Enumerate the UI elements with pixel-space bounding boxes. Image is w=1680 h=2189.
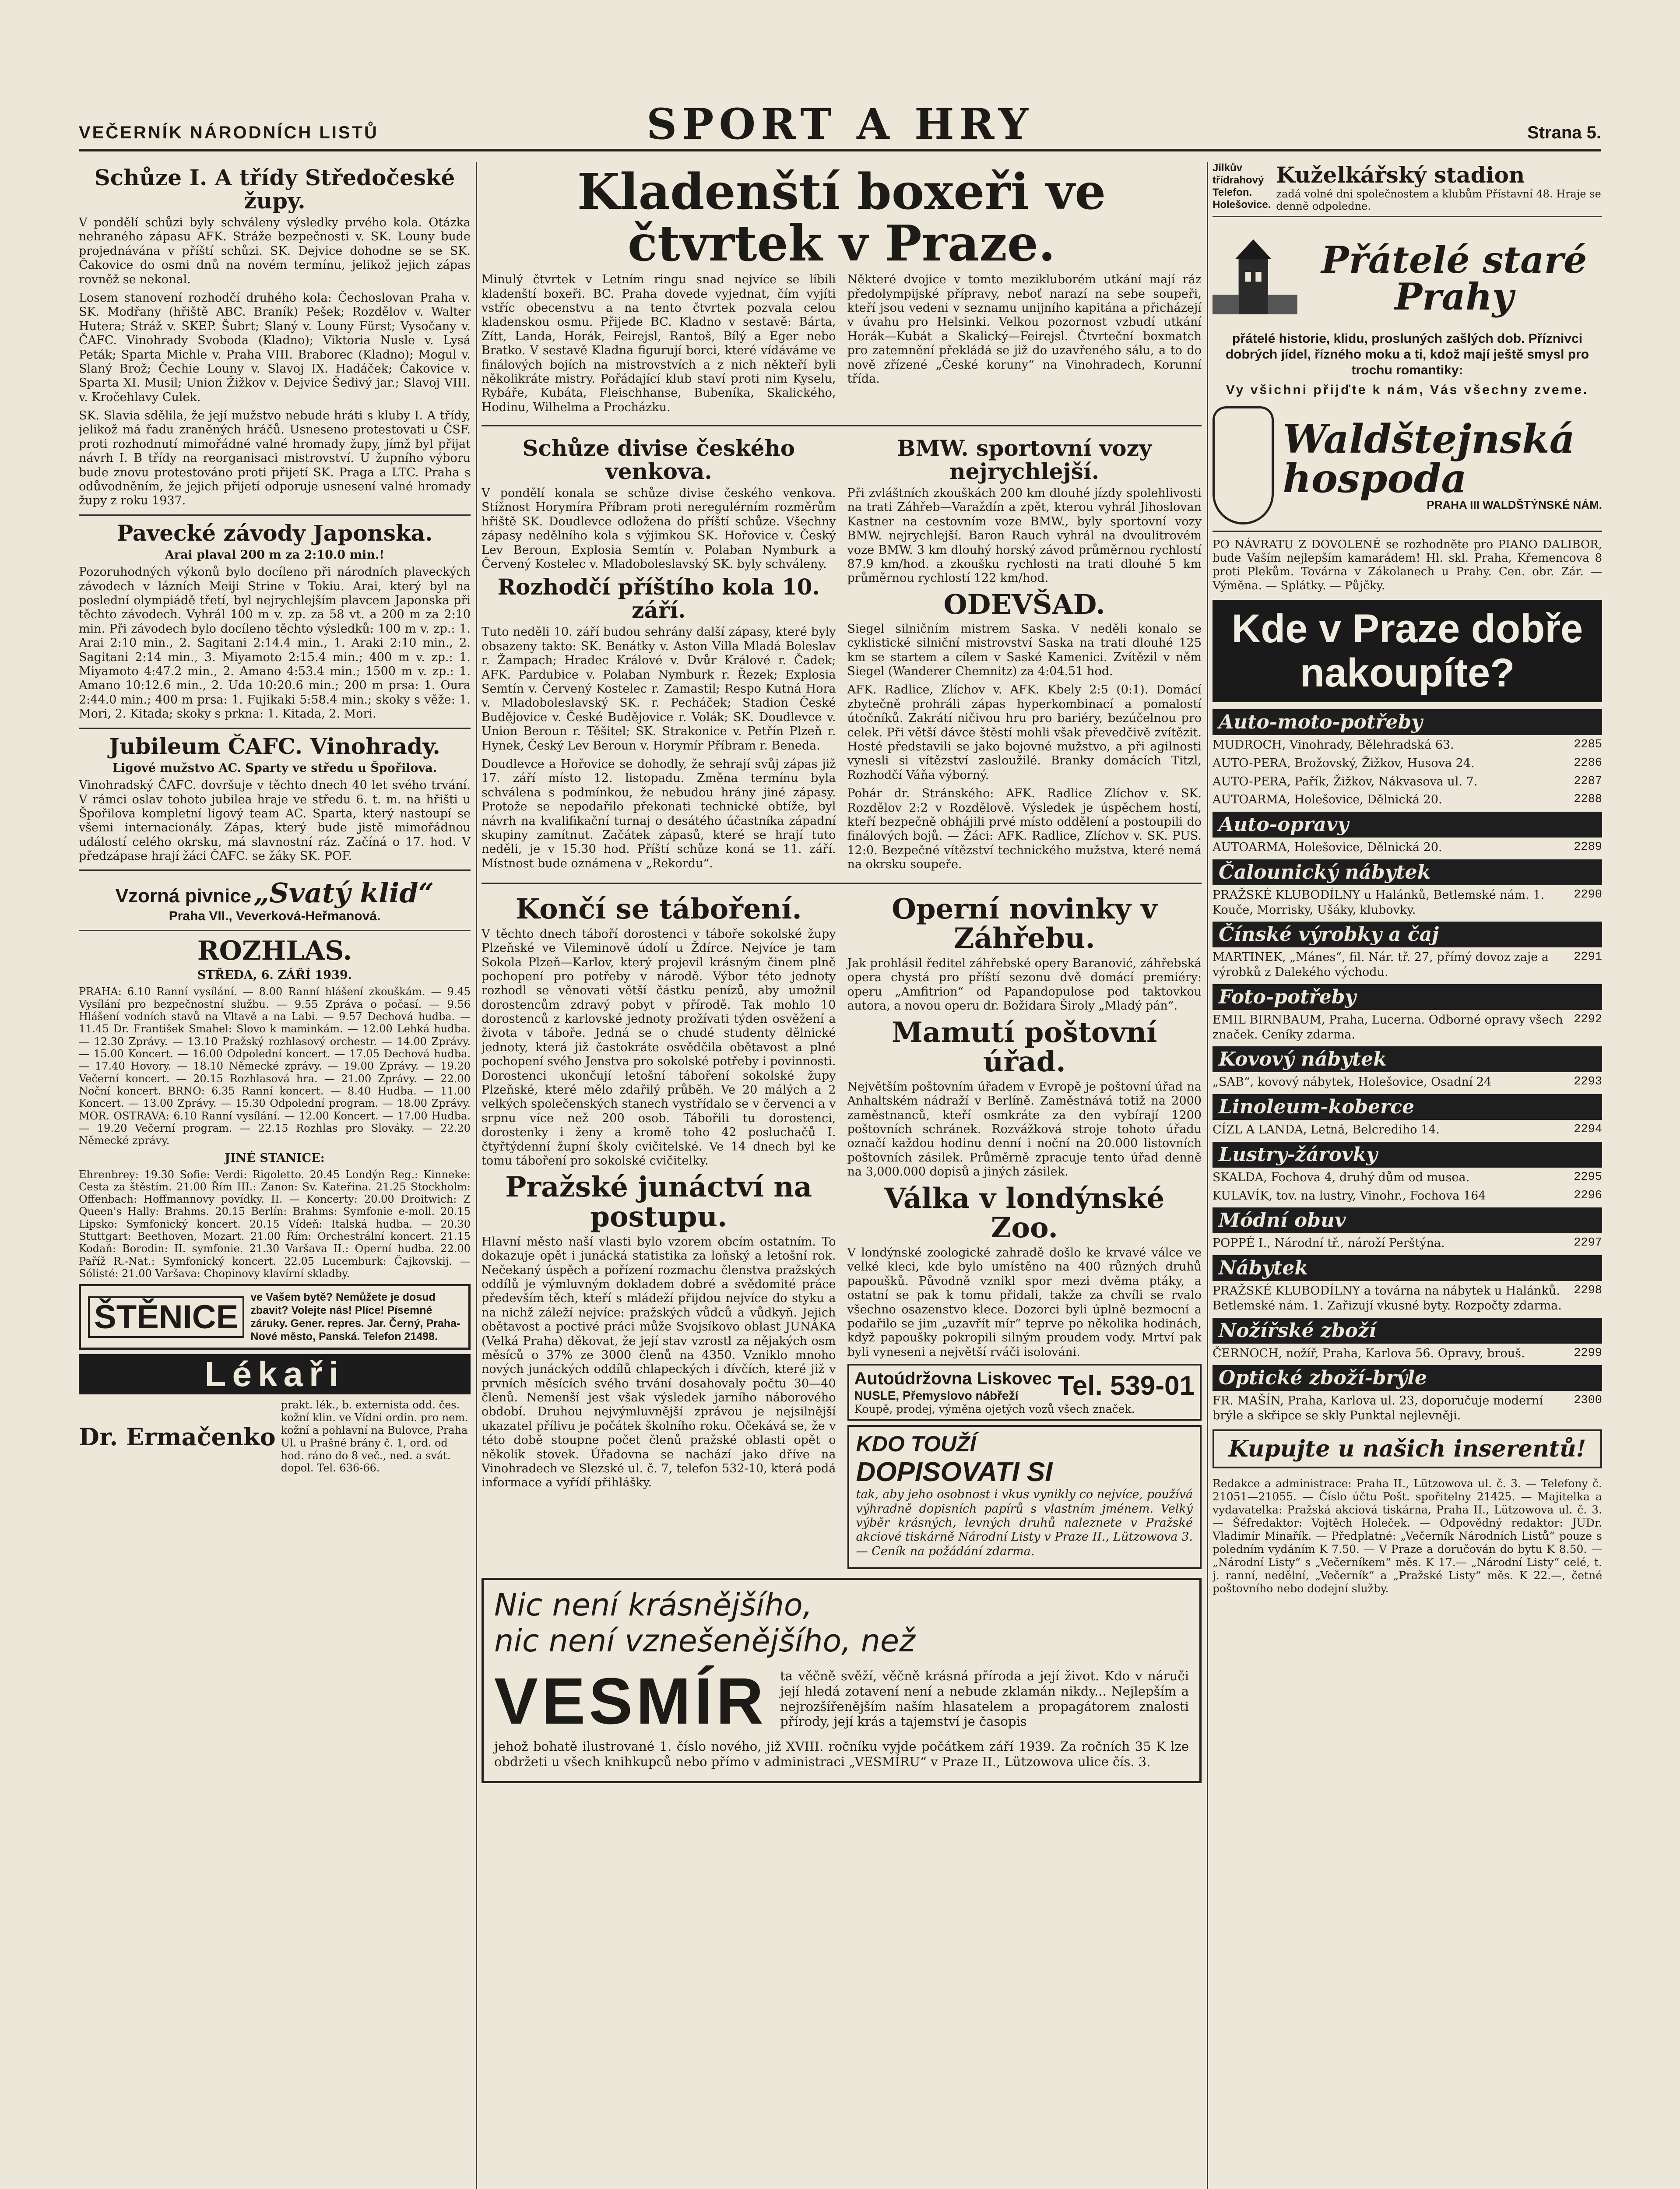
waldstejn-ad bbox=[1213, 406, 1602, 524]
pivnice-ad bbox=[79, 877, 471, 924]
listing-number: 2292 bbox=[1574, 1013, 1602, 1026]
vesmir-bottom: jehož bohatě ilustrované 1. číslo nového, již XVIII. ročníku vyjde počátkem září 1939. Za ročních 35 K lze obdržeti u všech knihkupců nebo přímo v administraci „VESMÍRU“ v Praze II., Lützowova ulice čís. 3. bbox=[494, 1739, 1189, 1769]
listing-entry bbox=[1213, 1013, 1602, 1042]
listing-number: 2289 bbox=[1574, 841, 1602, 854]
article-text: Doudlevce a Hořovice se dohodly, že sehrají svůj zápas již 17. září místo 12. listopadu. Změna termínu byla schválena s podmínkou, že nebudou hrány jiné zápasy. Protože se nepodařilo překonati technické obtíže, byl návrh na kvalifikační turnaj o desátého účastníka západní skupiny zamítnut. Začátek zápasů, které se hrají tuto neděli, je v 15.30 hod. Příští schůze koná se 11. září. Místnost bude oznámena v „Rekordu“. bbox=[482, 757, 836, 870]
waldstejn-title: Waldštejnská hospoda bbox=[1283, 415, 1575, 502]
listing-text: CÍZL A LANDA, Letná, Belcrediho 14. bbox=[1213, 1123, 1440, 1137]
listing-entry bbox=[1213, 888, 1602, 918]
stenice-ad bbox=[79, 1284, 471, 1350]
article-text: Losem stanovení rozhodčí druhého kola: Čechoslovan Praha v. SK. Modřany (hřiště ABC. Braník) Pešek; Rozdělov v. Walter Hutera; Stráž v. SKEP. Šubrt; Slaný v. Louny Fürst; Vysočany v. ČAFC. Vinohrady Svoboda (Kladno); Viktoria Nusle v. Lysá Peták; Sparta Michle v. Praha VIII. Braborec (Kladno); Mogul v. Slaný Brož; Čechie Louny v. Slavoj IX. Hadáček; Čakovice v. Sparta XI. Musil; Union Žižkov v. Dejvice Šedivý jar.; Slavoj VIII. v. Kročehlavy Culek. bbox=[79, 291, 471, 404]
section-title: SPORT A HRY bbox=[646, 99, 1034, 149]
article-text: Pohár dr. Stránského: AFK. Radlice Zlíchov v. SK. Rozdělov 2:2 v Rozdělově. Výsledek je úspěchem hostí, kteří bezpečně obhájili prvé místo oddělení a postoupili do finálových bojů. — Žáci: AFK. Radlice, Zlíchov v. SK. PUS. 12:0. Bezpečné vítězství technického mužstva, které nemá na okrsku soupeře. bbox=[847, 787, 1202, 872]
listing-number: 2299 bbox=[1574, 1346, 1602, 1360]
category-heading: Nábytek bbox=[1213, 1255, 1602, 1281]
listing-entry bbox=[1213, 1394, 1602, 1423]
listing-entry bbox=[1213, 1236, 1602, 1251]
article-text: Vinohradský ČAFC. dovršuje v těchto dnech 40 let svého trvání. V rámci oslav tohoto jubilea hraje ve středu 6. t. m. na hřišti u Špořilova kompletní ligový team AC. Sparta, který nastoupí se všemi internacionály. Zápas, který bude jistě mimořádnou událostí celého okrsku, má slavnostní ráz. Začíná o 17. hod. V předzápase hrají žáci ČAFC. se žáky SK. POF. bbox=[79, 778, 471, 863]
listing-entry bbox=[1213, 792, 1602, 807]
two-column-section bbox=[482, 890, 1202, 1574]
liskovec-address: NUSLE, Přemyslovo nábřeží bbox=[854, 1389, 1019, 1403]
article-title: Mamutí poštovní úřad. bbox=[892, 1016, 1157, 1078]
article-subtitle: JINÉ STANICE: bbox=[225, 1151, 325, 1165]
kupujte-box: Kupujte u našich inserentů! bbox=[1213, 1429, 1602, 1468]
liskovec-name: Autoúdržovna Liskovec bbox=[854, 1369, 1052, 1389]
article-title: Pavecké závody Japonska. bbox=[116, 520, 433, 546]
category-heading: Čínské výrobky a čaj bbox=[1213, 922, 1602, 947]
column-divider bbox=[476, 162, 477, 2189]
category-heading: Linoleum-koberce bbox=[1213, 1094, 1602, 1120]
article-title: ODEVŠAD. bbox=[943, 588, 1105, 620]
listing-number: 2297 bbox=[1574, 1236, 1602, 1250]
column-divider bbox=[1207, 162, 1208, 2189]
article-text: Jak prohlásil ředitel záhřebské opery Baranović, záhřebská opera chystá pro příští sezonu dvě domácí premiéry: operu „Amfitrion“ od Papandopulose pod taktovkou autora, a novou operu dr. Božidara Široly „Mladý pán“. bbox=[847, 956, 1202, 1013]
listing-text: POPPÉ I., Národní tř., nároží Perštýna. bbox=[1213, 1236, 1445, 1250]
article-text: Siegel silničním mistrem Saska. V neděli konalo se cyklistické silniční mistrovství Saska na trati dlouhé 125 km se startem a cílem v Saské Kamenici. Zvítězil v něm Siegel (Wanderer Chemnitz) za 4:04.51 hod. bbox=[847, 622, 1202, 679]
category-heading: Lustry-žárovky bbox=[1213, 1142, 1602, 1168]
lekari-heading: Lékaři bbox=[79, 1354, 471, 1394]
kuzel-left: Jilkův třídrahový Telefon. Holešovice. bbox=[1213, 162, 1271, 211]
doctor-name: Dr. Ermačenko bbox=[79, 1422, 276, 1451]
divider bbox=[79, 728, 471, 729]
article-title: ROZHLAS. bbox=[197, 936, 352, 967]
listing-text: AUTOARMA, Holešovice, Dělnická 20. bbox=[1213, 793, 1442, 807]
listing-number: 2296 bbox=[1574, 1189, 1602, 1202]
listing-entry bbox=[1213, 1284, 1602, 1313]
divider bbox=[79, 930, 471, 931]
divider bbox=[482, 425, 1202, 426]
listing-text: PRAŽSKÉ KLUBODÍLNY a továrna na nábytek u Halánků. Betlemské nám. 1. Zařizují vkusné byty. Rozpočty zdarma. bbox=[1213, 1284, 1562, 1313]
listing-entry bbox=[1213, 840, 1602, 855]
coat-of-arms-icon bbox=[1213, 406, 1274, 524]
column-center bbox=[482, 162, 1202, 2189]
kuzel-text: zadá volné dni společnostem a klubům Přístavní 48. Hraje se denně odpoledne. bbox=[1276, 188, 1601, 212]
article-title: Končí se táboření. bbox=[515, 892, 802, 926]
listing-entry bbox=[1213, 950, 1602, 980]
listing-number: 2290 bbox=[1574, 888, 1602, 901]
listing-entry bbox=[1213, 1075, 1602, 1090]
listing-number: 2298 bbox=[1574, 1284, 1602, 1298]
pivnice-address: Praha VII., Veverková-Heřmanová. bbox=[169, 909, 381, 924]
kuzelky-ad bbox=[1213, 162, 1602, 217]
article-text: V těchto dnech táboří dorostenci v táboře sokolské župy Plzeňské ve Vileminově údolí u Ždírce. Nejvíce je tam Sokola Plzeň—Karlov, který projevil krásným činem plně pochopení pro potřeby v národě. Výbor této jednoty rozhodl se věnovati větší částku penízů, aby umožnil dorostencům zdravý pobyt v přírodě. Tak mohlo 10 dorostenců z karlovské jednoty prožívati týden osvěžení a života v táboře. Jedná se o chudé studenty dělnické jednoty, která již častokráte osvědčila obětavost a plné pochopení svého Jenstva pro sokolské potřeby i povinnosti. Dorostenci ukončují letošní táboření sokolské župy Plzeňské, které mělo zdařilý průběh. Ve 20 málých a 2 velkých společenských stanech vystřídalo se v červenci a v srpnu více než 200 osob. Tábořili tu dorostenci, dorostenky i ženy a kromě toho 42 posluchačů I. čtyřtýdenní župní školy cvičitelské. Ve 14 dnech byl ke tomu táboření pro sokolské cvičitelky. bbox=[482, 927, 836, 1168]
shopping-guide bbox=[1213, 709, 1602, 1423]
pratele-invite: Vy všichni přijďte k nám, Vás všechny zveme. bbox=[1226, 383, 1589, 397]
listing-number: 2287 bbox=[1574, 774, 1602, 788]
article-subtitle: Arai plaval 200 m za 2:10.0 min.! bbox=[165, 548, 385, 562]
shopping-guide-title: Kde v Praze dobře nakoupíte? bbox=[1213, 600, 1602, 702]
article-title: Jubileum ČAFC. Vinohrady. bbox=[109, 733, 440, 759]
listing-number: 2288 bbox=[1574, 793, 1602, 806]
article-text: Minulý čtvrtek v Letním ringu snad nejvíce se líbili kladenští boxeři. BC. Praha dovede vyjednat, čím vyjíti vstříc obecenstvu a na tento čtvrtek pozvala celou kladenskou osmu. Přijede BC. Kladno v sestavě: Bárta, Zítt, Landa, Horák, Feirejsl, Rantoš, Bílý a Eger nebo Bratko. V sestavě Kladna figurují borci, které vídáváme ve finálových bojích na mistrovstvích a z nich někteří byli několikráte mistry. Pořádající klub staví proti nim Kyselu, Rybáře, Kubáta, Fleischhanse, Bubeníka, Skalického, Hodinu, Wilhelma a Procházku. bbox=[482, 273, 836, 414]
doctor-text: prakt. lék., b. externista odd. čes. kožní klin. ve Vídni ordin. pro nem. kožní a pohlavní na Bulovce, Praha Ul. u Prašné brány č. 1, ord. od hod. ráno do 8 več., ned. a svát. dopol. Tel. 636-66. bbox=[281, 1399, 468, 1475]
article-title: Schůze I. A třídy Středočeské župy. bbox=[94, 165, 455, 214]
article-title: Kladenští boxeři ve čtvrtek v Praze. bbox=[577, 163, 1106, 272]
stenice-title: ŠTĚNICE bbox=[88, 1296, 244, 1338]
column-left bbox=[79, 162, 471, 2189]
category-heading: Módní obuv bbox=[1213, 1207, 1602, 1233]
liskovec-phone: Tel. 539-01 bbox=[1058, 1371, 1195, 1401]
liskovec-text: Koupě, prodej, výměna ojetých vozů všech značek. bbox=[854, 1403, 1135, 1416]
divider bbox=[79, 869, 471, 871]
radio-program: Ehrenbrey: 19.30 Sofie: Verdi: Rigoletto. 20.45 Londýn Reg.: Kinneke: Cesta za štěstím. 21.00 Řím III.: Zanon: Sv. Kateřina. 21.25 Stockholm: Offenbach: Hoffmannovy povídky. II. — Koncerty: 20.00 Droitwich: Z Queen's Hally: Brahms. 20.15 Berlín: Brahms: Symfonie e-moll. 20.15 Lipsko: Symfonický koncert. 20.15 Vídeň: Italská hudba. — 20.30 Stuttgart: Beethoven, Mozart. 21.00 Řím: Orchestrální koncert. 21.15 Kodaň: Borodin: II. symfonie. 21.30 Varšava II.: Operní hudba. 22.00 Paříž R.-Nat.: Symfonický koncert. 22.05 Lucemburk: Čajkovskij. — Sólisté: 21.00 Varšava: Chopinovy klavírní skladby. bbox=[79, 1168, 471, 1280]
vesmir-logo: VESMÍR bbox=[494, 1664, 767, 1738]
listing-text: MARTINEK, „Mánes“, fil. Nár. tř. 27, přímý dovoz zaje a výrobků z Dalekého východu. bbox=[1213, 950, 1549, 979]
listing-text: FR. MAŠÍN, Praha, Karlova ul. 23, doporučuje moderní brýle a skřipce se skly Punktal nejlevněji. bbox=[1213, 1394, 1543, 1423]
stenice-text: ve Vašem bytě? Nemůžete je dosud zbavit? Volejte nás! Plíce! Písemné záruky. Gener. repres. Jar. Černý, Praha-Nové město, Panská. Telefon 21498. bbox=[250, 1291, 460, 1343]
pratele-ad bbox=[1213, 226, 1602, 398]
category-heading: Nožířské zboží bbox=[1213, 1318, 1602, 1344]
vesmir-text: ta věčně svěží, věčně krásná příroda a její život. Kdo v náruči její hledá zotavení není a nebude zklamán nikdy... Nejlepším a nejrozšířenějším naším hlasatelem a propagátorem znalosti přírody, její krás a tajemství je časopis bbox=[780, 1668, 1189, 1729]
vesmir-line1: Nic není krásnějšího, bbox=[494, 1587, 812, 1623]
listing-text: AUTO-PERA, Pařík, Žižkov, Nákvasova ul. 7. bbox=[1213, 774, 1478, 788]
article-title: Operní novinky v Záhřebu. bbox=[892, 892, 1157, 955]
listing-entry bbox=[1213, 738, 1602, 753]
kdo-subtitle: DOPISOVATI SI bbox=[856, 1457, 1053, 1488]
listing-entry bbox=[1213, 1123, 1602, 1137]
listing-entry bbox=[1213, 774, 1602, 789]
listing-text: EMIL BIRNBAUM, Praha, Lucerna. Odborné opravy všech značek. Ceníky zdarma. bbox=[1213, 1013, 1563, 1042]
article-title: Rozhodčí příštího kola 10. září. bbox=[497, 574, 820, 623]
divider bbox=[1213, 531, 1602, 532]
listing-number: 2295 bbox=[1574, 1170, 1602, 1184]
article-text: V pondělí konala se schůze divise českého venkova. Stížnost Horymíra Příbram proti neregulérním rozměrům hřiště SK. Doudlevce odložena do příští schůze. Všechny zápasy nedělního kola s výjimkou SK. Hořovice v. Český Lev Beroun, Explosia Semtín v. Polaban Nymburk a Červený Kostelec v. Mladoboleslavský SK. byly schváleny. bbox=[482, 486, 836, 571]
kdo-text: tak, aby jeho osobnost i vkus vynikly co nejvíce, používá výhradně dopisních papírů s vlastním jménem. Velký výběr krásných, levných druhů naleznete v Pražské akciové tiskárně Národní Listy v Praze II., Lützowova 3. — Ceník na požádání zdarma. bbox=[856, 1488, 1193, 1558]
listing-number: 2286 bbox=[1574, 756, 1602, 770]
listing-text: AUTO-PERA, Brožovský, Žižkov, Husova 24. bbox=[1213, 756, 1475, 770]
article-text: Tuto neděli 10. září budou sehrány další zápasy, které byly obsazeny takto: SK. Benátky v. Aston Villa Mladá Boleslav r. Žampach; Hradec Králové v. Dvůr Králové r. Čadek; AFK. Pardubice v. Polaban Nymburk r. Řezek; Explosia Semtín v. Červený Kostelec r. Zamastil; Respo Kutná Hora v. Mladoboleslavský SK. r. Pecháček; Stadion České Budějovice v. České Budějovice r. Volák; SK. Doudlevce v. Union Beroun r. Těšitel; SK. Strakonice v. Petřín Plzeň r. Hynek, Český Lev Beroun v. Horymír Příbram r. Beneda. bbox=[482, 625, 836, 753]
listing-entry bbox=[1213, 756, 1602, 771]
liskovec-ad bbox=[847, 1364, 1202, 1421]
listing-number: 2291 bbox=[1574, 950, 1602, 964]
article-text: Pozoruhodných výkonů bylo docíleno při národních plaveckých závodech v lázních Meiji Strine v Tokiu. Arai, který byl na poslední olympiádě třetí, byl nejrychlejším plavcem Japonska při těchto závodech. Vyhrál 100 m v. zp. za 58 vt. a 200 m za 2:10 min. Při závodech bylo docíleno těchto výsledků: 100 m v. zp.: 1. Arai 2:10 min., 2. Sagitani 2:14.4 min., 1. Araki 2:10 min., 2. Sagitani 2:14 min., 3. Miyamoto 2:15.4 min.; 400 m v. zp.: 1. Miyamoto 4:47.2 min., 2. Amano 4:53.4 min.; 1500 m v. zp.: 1. Amano 10:12.6 min., 2. Uda 10:20.6 min.; 200 m prsa: 1. Oura 2:44.0 min.; 400 m prsa: 1. Fujikaki 5:58.4 min.; skoky s věže: 1. Mori, 2. Kitada; skoky s prkna: 1. Kitada, 2. Mori. bbox=[79, 565, 471, 721]
divider bbox=[79, 514, 471, 516]
two-column-section bbox=[482, 433, 1202, 876]
listing-number: 2293 bbox=[1574, 1075, 1602, 1089]
listing-text: KULAVÍK, tov. na lustry, Vinohr., Fochova 164 bbox=[1213, 1189, 1486, 1203]
article-text: SK. Slavia sdělila, že její mužstvo nebude hráti s kluby I. A třídy, jelikož má řadu zraněných hráčů. Usneseno protestovati u ČSF. proti rozhodnutí mimořádné valné hromady župy, jímž byl přijat návrh I. B třídy na reorganisaci mistrovství. U župního výboru bude znovu protestováno proti přijetí SK. Praga a LTC. Praha s odůvodněním, že jejich přijetí odporuje usnesení valné hromady župy z roku 1937. bbox=[79, 409, 471, 508]
listing-text: AUTOARMA, Holešovice, Dělnická 20. bbox=[1213, 841, 1442, 855]
category-heading: Kovový nábytek bbox=[1213, 1046, 1602, 1072]
article-title: Válka v londýnské Zoo. bbox=[884, 1182, 1165, 1244]
pratele-title: Přátelé staré Prahy bbox=[1321, 238, 1587, 318]
article-text: Při zvláštních zkouškách 200 km dlouhé jízdy spolehlivosti na trati Záhřeb—Varaždín a zpět, kterou vyhrál Jihoslovan Kastner na cestovním voze BMW., byly sportovní vozy BMW. nejrychlejší. Baron Rauch vyhrál na dvoulitrovém voze BMW. 3 km dlouhý horský závod průměrnou rychlostí 87.9 km/hod. a zkoušku rychlosti na trati dlouhé 5 km průměrnou rychlostí 122 km/hod. bbox=[847, 486, 1202, 585]
tower-illustration bbox=[1213, 226, 1297, 331]
article-text: Hlavní město naší vlasti bylo vzorem obcím ostatním. To dokazuje opět i junácká statistika za loňský a letošní rok. Nečekaný úspěch a pořízení rozmachu členstva pražských oddílů je výmluvným dokladem dobré a svědomité práce především těch, kteří s mládeží přijdou nejvíce do styku a na nichž záleží nejvíce: pražských vůdců a vůdkyň. Jejich obětavost a poctivé práci může Svojsíkovo oblast JUNÁKA (Velká Praha) děkovat, že její stav vzrostl za nějakých osm měsíců o 37% ze 3000 členů na 4350. Vzniklo mnoho nových junáckých oddílů chlapeckých i dívčích, které již v prvních měsících svého trvání dosahovaly počtu 30—40 členů. Nemenší jest však výsledek jarního náborového období. Druhou nejvýmluvnější zprávou je nejsilnější ukazatel přílivu je počátek školního roku. Očekává se, že v této době stoupne počet členů pražské oblasti opět o několik stovek. Úřadovna se nachází jako dříve na Vinohradech ve Slezské ul. č. 7, telefon 532-10, která podá informace a vyřídí přihlášky. bbox=[482, 1235, 836, 1490]
article-text: Největším poštovním úřadem v Evropě je poštovní úřad na Anhaltském nádraží v Berlíně. Zaměstnává totiž na 2000 zaměstnanců, kteří osmkráte za den vybírají 1200 poštovních schránek. Rozvážková stroje tohoto úřadu označí každou hodinu denní i noční na 20.000 listovních poštovních zásilek. Průměrně zpracuje tento úřad denně na 3,000.000 dopisů a jiných zásilek. bbox=[847, 1080, 1202, 1179]
page-number: Strana 5. bbox=[1527, 123, 1601, 142]
category-heading: Auto-moto-potřeby bbox=[1213, 709, 1602, 735]
kdo-title: KDO TOUŽÍ bbox=[856, 1432, 976, 1457]
article-body bbox=[482, 273, 1202, 419]
listing-text: SKALDA, Fochova 4, druhý dům od musea. bbox=[1213, 1170, 1470, 1184]
kuzel-title: Kuželkářský stadion bbox=[1276, 162, 1525, 188]
article-text: Některé dvojice v tomto mezikluborém utkání mají ráz předolympijské přípravy, neboť narazí na sebe soupeři, kteří jsou vedeni v seznamu unijního kapitána a přicházejí v úvahu pro Helsinki. Velkou pozornost vzbudí utkání Horák—Kubát a Skalický—Feirejsl. Čtvrteční boxmatch pro zatemnění překládá se již do uzavřeného sálu, a to do nově zřízené „České koruny“ na Vinohradech, Korunní třída. bbox=[847, 273, 1202, 386]
divider bbox=[482, 883, 1202, 884]
listing-text: „SAB“, kovový nábytek, Holešovice, Osadní 24 bbox=[1213, 1075, 1492, 1089]
pratele-text: přátelé historie, klidu, prosluných zašlých dob. Příznivci dobrých jídel, řízného moku a ti, kdož mají ještě smysl pro trochu romantiky: bbox=[1225, 331, 1589, 377]
vesmir-line2: nic není vznešenějšího, než bbox=[494, 1623, 915, 1659]
waldstejn-address: PRAHA III WALDŠTÝNSKÉ NÁM. bbox=[1427, 498, 1602, 511]
category-heading: Foto-potřeby bbox=[1213, 984, 1602, 1010]
category-heading: Čalounický nábytek bbox=[1213, 859, 1602, 885]
article-subtitle: Ligové mužstvo AC. Sparty ve středu u Špořilova. bbox=[112, 761, 437, 775]
listing-text: MUDROCH, Vinohrady, Bělehradská 63. bbox=[1213, 738, 1454, 752]
pivnice-name: „Svatý klid“ bbox=[253, 877, 434, 909]
listing-entry bbox=[1213, 1346, 1602, 1361]
listing-entry bbox=[1213, 1189, 1602, 1204]
article-text: V pondělí schůzi byly schváleny výsledky prvého kola. Otázka nehraného zápasu AFK. Stráže bezpečnosti v. SK. Louny bude projednávána v příští schůzi. SK. Dejvice dohodne se se SK. Čakovice do osmi dnů na novém termínu, jelikož jejich zápas rovněž se nekonal. bbox=[79, 216, 471, 286]
article-title: Pražské junáctví na postupu. bbox=[505, 1171, 812, 1233]
category-heading: Optické zboží-brýle bbox=[1213, 1365, 1602, 1391]
listing-entry bbox=[1213, 1170, 1602, 1185]
vesmir-ad bbox=[482, 1578, 1202, 1783]
article-text: V londýnské zoologické zahradě došlo ke krvavé válce ve velké kleci, kde bylo umístěno na 400 různých druhů papoušků. Původně vznikl spor mezi dvěma ptáky, a ostatní se pak k tomu přidali, takže za chvíli se rvalo všechno osazenstvo klece. Dozorci byli úplně bezmocní a podařilo se jim „uzavřít mír“ teprve po několika hodinách, když papoušky pokropili silným proudem vody. Mrtví pak byli vyneseni a největší rváči isolováni. bbox=[847, 1246, 1202, 1359]
doctor-ad bbox=[79, 1399, 471, 1475]
listing-text: PRAŽSKÉ KLUBODÍLNY u Halánků, Betlemské nám. 1. Kouče, Morrisky, Ušáky, klubovky. bbox=[1213, 888, 1545, 917]
dalibor-ad: PO NÁVRATU Z DOVOLENÉ se rozhodněte pro PIANO DALIBOR, bude Vaším nejlepším kamarádem! Hl. skl. Praha, Křemencova 8 proti Plekům. Továrna v Zákolanech u Prahy. Cen. obr. Zár. — Výměna. — Splátky. — Půjčky. bbox=[1213, 538, 1602, 592]
article-title: BMW. sportovní vozy nejrychlejší. bbox=[897, 435, 1152, 484]
masthead-left: VEČERNÍK NÁRODNÍCH LISTŮ bbox=[79, 123, 379, 142]
radio-program: PRAHA: 6.10 Ranní vysílání. — 8.00 Ranní hlášení zkouškám. — 9.45 Vysílání pro bezpečnostní službu. — 9.55 Zpráva o počasí. — 9.56 Hlášení vodních stavů na Vltavě a na Labi. — 9.57 Dechová hudba. — 11.45 Dr. František Smahel: Slovo k maminkám. — 12.00 Lehká hudba. — 12.30 Zprávy. — 13.10 Pražský rozhlasový orchestr. — 14.00 Zprávy. — 15.00 Koncert. — 16.00 Odpolední koncert. — 17.05 Dechová hudba. — 17.40 Hovory. — 18.10 Německé zprávy. — 19.00 Zprávy. — 19.20 Večerní koncert. — 20.15 Rozhlasová hra. — 21.00 Zprávy. — 22.00 Noční koncert. BRNO: 6.35 Ranní koncert. — 8.40 Hudba. — 11.00 Koncert. — 13.00 Zprávy. — 15.30 Odpolední program. — 18.00 Zprávy. MOR. OSTRAVA: 6.10 Ranní vysílání. — 12.00 Koncert. — 17.00 Hudba. — 19.20 Večerní program. — 22.15 Rozhlas pro Slováky. — 22.20 Německé zprávy. bbox=[79, 985, 471, 1147]
pivnice-prefix: Vzorná pivnice bbox=[115, 885, 252, 907]
column-right bbox=[1213, 162, 1602, 2189]
article-title: Schůze divise českého venkova. bbox=[522, 435, 795, 484]
category-heading: Auto-opravy bbox=[1213, 812, 1602, 838]
listing-text: ČERNOCH, nožíř, Praha, Karlova 56. Opravy, brouš. bbox=[1213, 1346, 1525, 1360]
article-text: AFK. Radlice, Zlíchov v. AFK. Kbely 2:5 (0:1). Domácí zbytečně prohráli zápas hyperkombinací a pomalostí útočníků. Zakrátí ničivou hru pro bariéry, bezúčelnou pro celek. Při větší dávce štěstí mohli však převedčivě zvítězit. Hosté představili se jako bojovné mužstvo, a při agilnosti vynesli si vítězství zasloužilé. Branky domácích Titzl, Rozhodčí Váňa výborný. bbox=[847, 683, 1202, 782]
imprint: Redakce a administrace: Praha II., Lützowova ul. č. 3. — Telefony č. 21051—21055. — Číslo účtu Pošt. spořitelny 21425. — Majitelka a vydavatelka: Pražská akciová tiskárna, Praha II., Lützowova ul. č. 3. — Šéfredaktor: Vojtěch Holeček. — Odpovědný redaktor: JUDr. Vladimír Minařík. — Předplatné: „Večerník Národních Listů“ pouze s poledním vydáním K 7.50. — V Praze a doručován do bytu K 8.50. — „Národní Listy“ s „Večerníkem“ měs. K 17.— „Národní Listy“ celé, t. j. ranní, nedělní, „Večerník“ a „Pražské Listy“ měs. K 22.—, četné poštovního nebo dodejní služby. bbox=[1213, 1477, 1602, 1595]
kdo-tousi-ad bbox=[847, 1425, 1202, 1569]
listing-number: 2294 bbox=[1574, 1123, 1602, 1137]
listing-number: 2300 bbox=[1574, 1394, 1602, 1408]
listing-number: 2285 bbox=[1574, 738, 1602, 752]
article-subtitle: STŘEDA, 6. ZÁŘÍ 1939. bbox=[197, 968, 352, 982]
page-header bbox=[79, 101, 1601, 151]
